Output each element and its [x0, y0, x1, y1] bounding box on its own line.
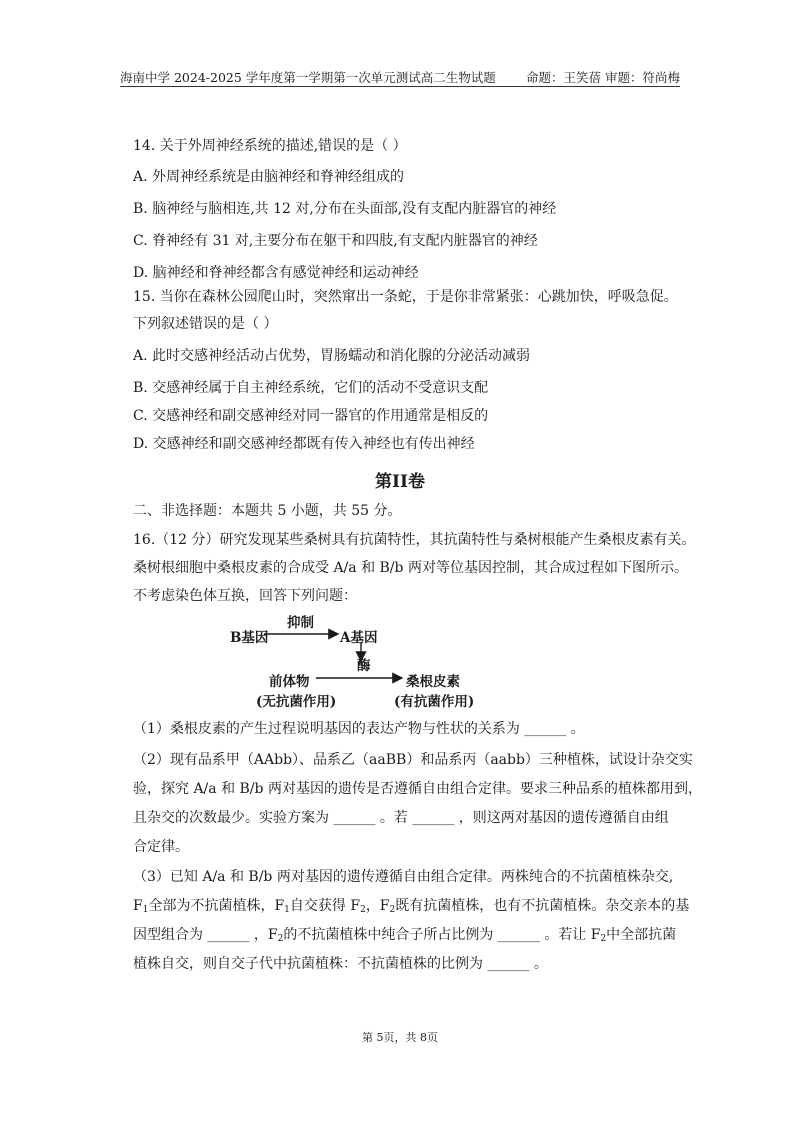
- q15-option-c: C. 交感神经和副交感神经对同一器官的作用通常是相反的: [133, 408, 489, 424]
- q14-option-b: B. 脑神经与脑相连,共 12 对,分布在头面部,没有支配内脏器官的神经: [133, 201, 557, 217]
- q16-intro-line1: 16.（12 分）研究发现某些桑树具有抗菌特性，其抗菌特性与桑树根能产生桑根皮素有关。: [133, 532, 696, 548]
- page-header: [120, 66, 680, 87]
- q16-part2-line3: 且杂交的次数最少。实验方案为 ______ 。若 ______ ，则这两对基因的遗传遵循自由组: [133, 810, 669, 826]
- q16-part2-line2: 验，探究 A/a 和 B/b 两对基因的遗传是否遵循自由组合定律。要求三种品系的植株都用到，: [133, 781, 702, 797]
- q16-part2-line1: （2）现有品系甲（AAbb）、品系乙（aaBB）和品系丙（aabb）三种植株，试设计杂交实: [133, 752, 693, 768]
- q16-intro-line2: 桑树根细胞中桑根皮素的合成受 A/a 和 B/b 两对等位基因控制，其合成过程如下图所示。: [133, 560, 688, 576]
- q16-part3-line2: $F_1$全部为不抗菌植株，$F_1$自交获得 $F_2$，$F_2$既有抗菌植株，也有不抗菌植株。杂交亲本的基: [133, 898, 690, 915]
- q15-stem-line2: 下列叙述错误的是（ ）: [133, 316, 278, 332]
- precursor-note: (无抗菌作用): [256, 694, 337, 710]
- q15-option-a: A. 此时交感神经活动占优势，胃肠蠕动和消化腺的分泌活动减弱: [133, 348, 531, 364]
- precursor-label: 前体物: [269, 674, 310, 690]
- q16-part1: （1）桑根皮素的产生过程说明基因的表达产物与性状的关系为 ______ 。: [133, 721, 585, 737]
- section-title: 第II卷: [375, 472, 425, 492]
- synthesis-diagram: [220, 615, 520, 715]
- header-school: 海南中学 2024-2025 学年度第一学期第一次单元测试高二生物试题: [120, 70, 496, 85]
- page-footer: 第 5页，共 8页: [362, 1031, 438, 1044]
- q16-part3-line3: 因型组合为 ______ ，$F_2$的不抗菌植株中纯合子所占比例为 ______ 。若让 $F_2$中全部抗菌: [133, 927, 677, 944]
- q15-option-d: D. 交感神经和副交感神经都既有传入神经也有传出神经: [133, 436, 475, 452]
- q16-intro-line3: 不考虑染色体互换，回答下列问题：: [133, 588, 357, 604]
- b-gene-label: B基因: [230, 630, 269, 646]
- q15-option-b: B. 交感神经属于自主神经系统，它们的活动不受意识支配: [133, 380, 489, 396]
- q16-part2-line4: 合定律。: [133, 839, 189, 855]
- enzyme-label: 酶: [357, 658, 371, 674]
- header-authors: 命题：王笑蓓 审题：符尚梅: [526, 70, 680, 85]
- q14-option-d: D. 脑神经和脊神经都含有感觉神经和运动神经: [133, 265, 419, 281]
- product-label: 桑根皮素: [406, 674, 460, 690]
- section-intro: 二、非选择题：本题共 5 小题，共 55 分。: [133, 503, 402, 519]
- q14-stem: 14. 关于外周神经系统的描述,错误的是（ ）: [133, 138, 407, 154]
- q16-part3-line4: 植株自交，则自交子代中抗菌植株：不抗菌植株的比例为 ______ 。: [133, 956, 548, 972]
- q14-option-a: A. 外周神经系统是由脑神经和脊神经组成的: [133, 169, 405, 185]
- a-gene-label: A基因: [340, 630, 378, 646]
- product-note: (有抗菌作用): [394, 694, 475, 710]
- q16-part3-line1: （3）已知 A/a 和 B/b 两对基因的遗传遵循自由组合定律。两株纯合的不抗菌植株杂交,: [133, 869, 674, 885]
- q15-stem-line1: 15. 当你在森林公园爬山时，突然窜出一条蛇，于是你非常紧张：心跳加快，呼吸急促。: [133, 289, 678, 305]
- q14-option-c: C. 脊神经有 31 对,主要分布在躯干和四肢,有支配内脏器官的神经: [133, 233, 538, 249]
- inhibit-label: 抑制: [287, 615, 314, 631]
